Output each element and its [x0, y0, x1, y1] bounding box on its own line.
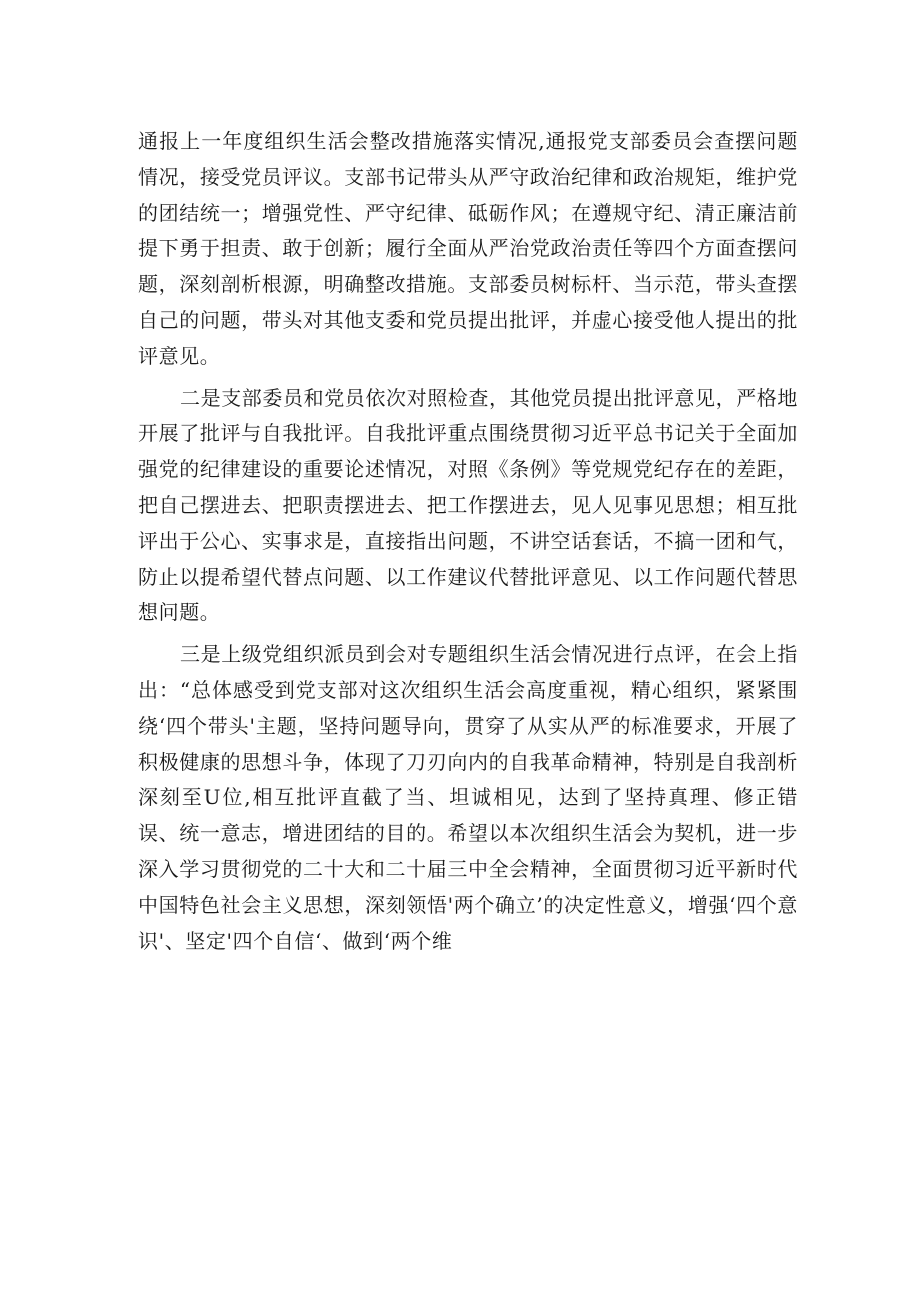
paragraph-2: 二是支部委员和党员依次对照检查，其他党员提出批评意见，严格地开展了批评与自我批评。自我批评重点围绕贯彻习近平总书记关于全面加强党的纪律建设的重要论述情况，对照《条例》等党规党纪存在的差距，把自己摆进去、把职责摆进去、把工作摆进去，见人见事见思想；相互批评出于公心、实事求是，直接指出问题，不讲空话套话，不搞一团和气，防止以提希望代替点问题、以工作建议代替批评意见、以工作问题代替思想问题。	[138, 385, 798, 625]
paragraph-3: 三是上级党组织派员到会对专题组织生活会情况进行点评，在会上指出：“总体感受到党支部对这次组织生活会高度重视，精心组织，紧紧围绕‘四个带头'主题，坚持问题导向，贯穿了从实从严的标准要求，开展了积极健康的思想斗争，体现了刀刃向内的自我革命精神，特别是自我剖析深刻至U位,相互批评直截了当、坦诚相见，达到了坚持真理、修正错误、统一意志，增进团结的目的。希望以本次组织生活会为契机，进一步深入学习贯彻党的二十大和二十届三中全会精神，全面贯彻习近平新时代中国特色社会主义思想，深刻领悟'两个确立’的决定性意义，增强‘四个意识'、坚定'四个自信‘、做到‘两个维	[138, 642, 798, 953]
paragraph-1: 通报上一年度组织生活会整改措施落实情况,通报党支部委员会查摆问题情况，接受党员评议。支部书记带头从严守政治纪律和政治规矩，维护党的团结统一；增强党性、严守纪律、砥砺作风；在遵规守纪、清正廉洁前提下勇于担责、敢于创新；履行全面从严治党政治责任等四个方面查摆问题，深刻剖析根源，明确整改措施。支部委员树标杆、当示范，带头查摆自己的问题，带头对其他支委和党员提出批评，并虚心接受他人提出的批评意见。	[138, 129, 798, 368]
document-body	[138, 124, 798, 965]
